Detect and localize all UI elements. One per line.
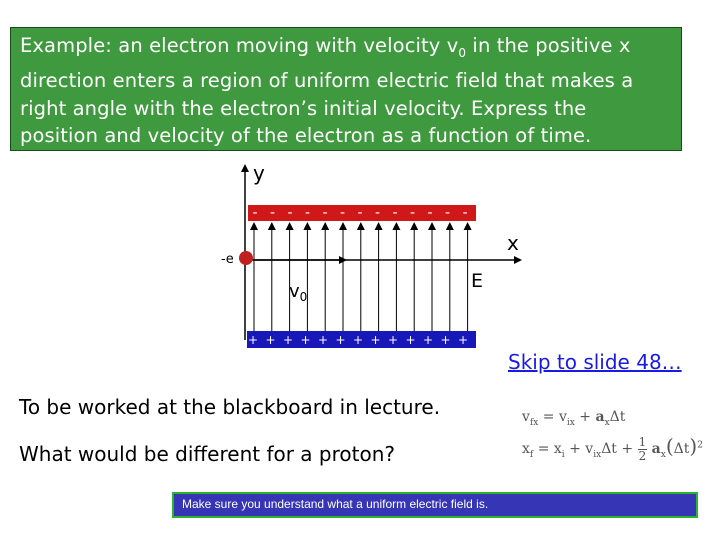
plus-sign: + xyxy=(352,333,364,347)
minus-sign: - xyxy=(374,205,381,221)
plus-sign: + xyxy=(282,333,294,347)
plus-sign: + xyxy=(457,333,469,347)
field-label: E xyxy=(471,270,484,292)
minus-sign: - xyxy=(462,205,468,221)
plus-sign: + xyxy=(317,333,329,347)
minus-sign: - xyxy=(357,205,363,221)
plus-sign: + xyxy=(370,333,381,347)
minus-sign: - xyxy=(392,205,398,221)
minus-sign: - xyxy=(339,205,346,221)
plus-sign: + xyxy=(422,333,434,347)
field-lines xyxy=(254,224,468,331)
plus-sign: + xyxy=(247,333,259,347)
minus-sign: - xyxy=(427,205,433,221)
title-line4: position and velocity of the electron as a function of time. xyxy=(20,124,592,148)
footer-banner xyxy=(172,492,698,518)
minus-sign: - xyxy=(444,205,451,221)
title-line1-sub: 0 xyxy=(458,45,467,60)
title-line2: direction enters a region of uniform electric field that makes a xyxy=(20,69,634,93)
velocity-label: $v_0$ xyxy=(289,281,308,304)
minus-sign: - xyxy=(269,205,276,221)
plus-sign: + xyxy=(387,333,399,347)
blackboard-note: To be worked at the blackboard in lecture. xyxy=(19,395,441,419)
equation-position: $x_f = x_i + v_{ix}\Delta t$ + $\frac{1}{2}$ $a_x(\Delta t)^2$ xyxy=(522,434,703,463)
plus-sign: + xyxy=(335,333,346,347)
title-line3: right angle with the electron’s initial velocity. Express the xyxy=(20,96,587,120)
minus-sign: - xyxy=(287,205,293,221)
x-axis-label: x xyxy=(507,231,519,255)
plus-sign: + xyxy=(405,333,416,347)
minus-sign: - xyxy=(409,205,416,221)
electron-charge-label: -e xyxy=(221,252,234,267)
equation-velocity: $v_{fx} = v_{ix} + a_x\Delta t$ xyxy=(522,409,626,428)
minus-sign: - xyxy=(252,205,258,221)
skip-to-slide-link[interactable]: Skip to slide 48… xyxy=(508,350,682,374)
y-axis-label: y xyxy=(253,161,265,185)
electron xyxy=(239,251,253,265)
plus-sign: + xyxy=(440,333,451,347)
title-line1-post: in the positive x xyxy=(466,34,631,57)
minus-sign: - xyxy=(304,205,311,221)
proton-question: What would be different for a proton? xyxy=(19,442,395,466)
minus-sign: - xyxy=(322,205,328,221)
title-line1-pre: Example: an electron moving with velocity v xyxy=(20,34,459,57)
plus-sign: + xyxy=(265,333,276,347)
footer-text: Make sure you understand what a uniform electric field is. xyxy=(182,497,489,511)
plus-sign: + xyxy=(300,333,311,347)
